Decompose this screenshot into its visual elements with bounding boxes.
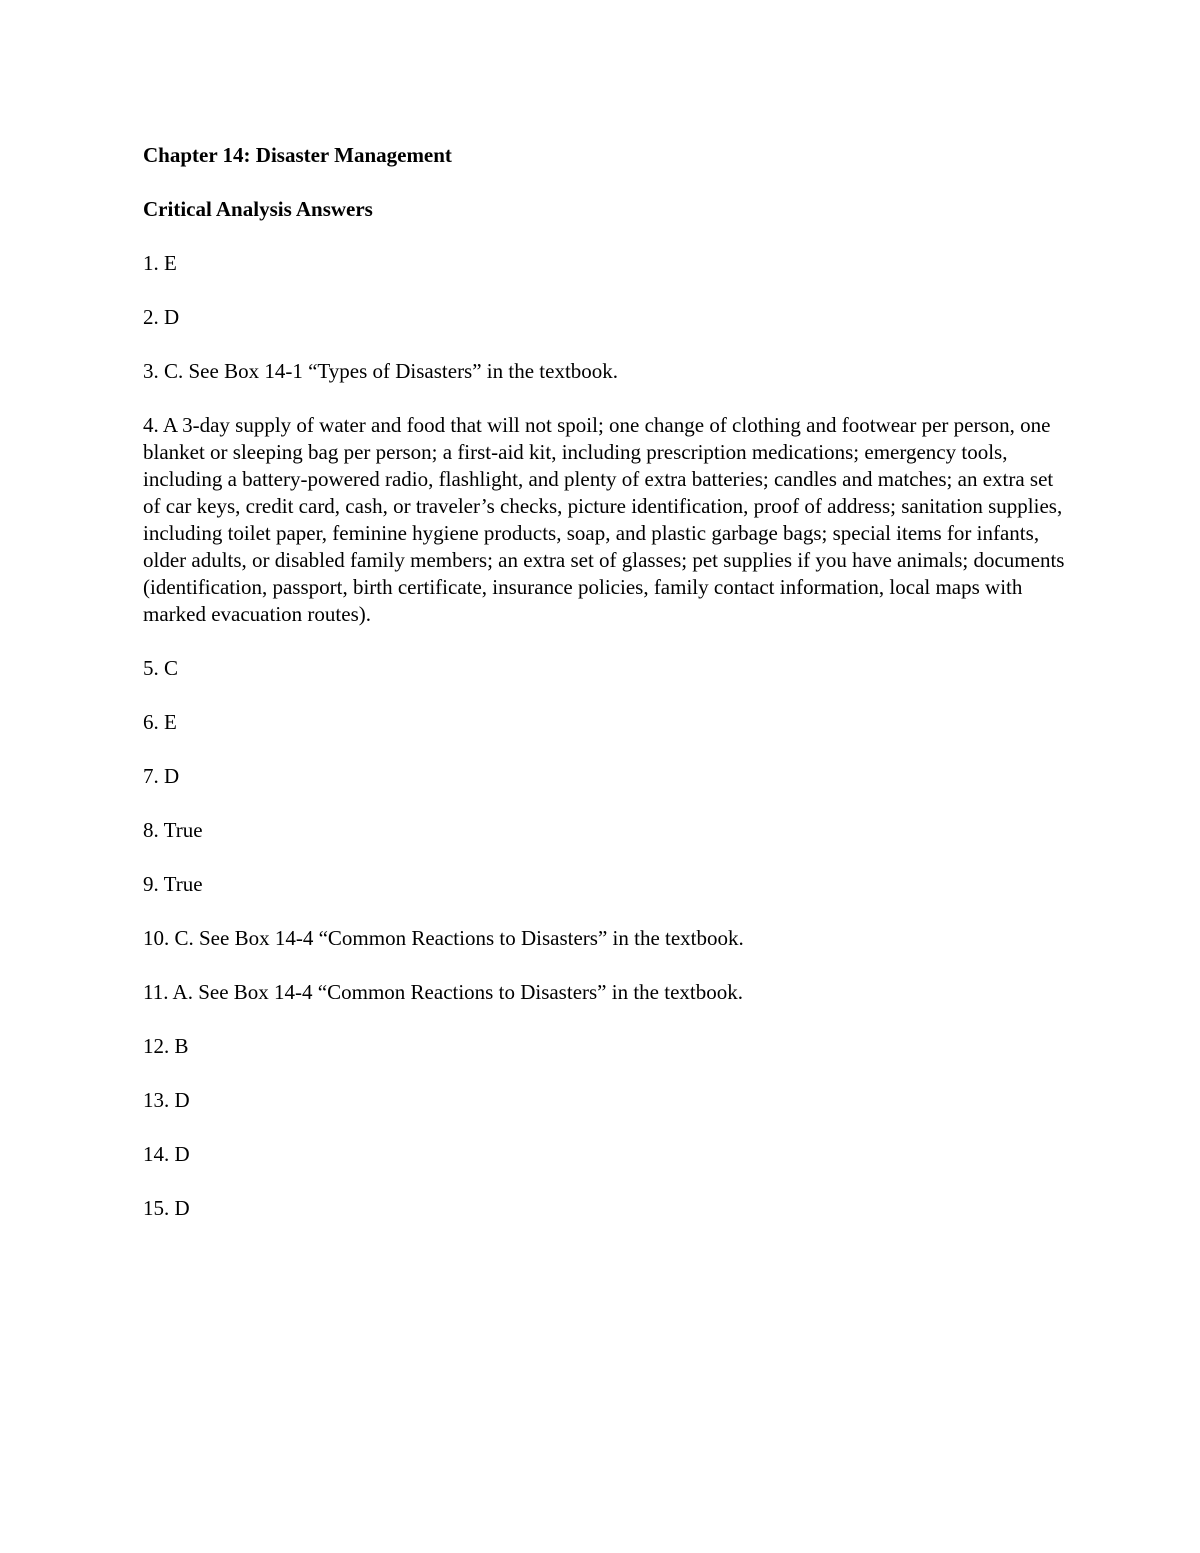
answer-item: 13. D: [143, 1088, 190, 1112]
document-content: [143, 142, 1073, 1249]
answer-item: 15. D: [143, 1196, 190, 1220]
answer-item: 8. True: [143, 818, 203, 842]
answer-item: 3. C. See Box 14-1 “Types of Disasters” in the textbook.: [143, 359, 619, 383]
answer-item: 7. D: [143, 764, 180, 788]
answer-item: 9. True: [143, 872, 203, 896]
answer-item: 1. E: [143, 251, 177, 275]
answer-item: 6. E: [143, 710, 177, 734]
answer-item: 10. C. See Box 14-4 “Common Reactions to Disasters” in the textbook.: [143, 926, 744, 950]
answer-item: 5. C: [143, 656, 179, 680]
section-heading: Critical Analysis Answers: [143, 197, 373, 221]
answer-item: 4. A 3-day supply of water and food that will not spoil; one change of clothing and footwear per person, one blanket or sleeping bag per person; a first-aid kit, including prescription medications; emergency tools, including a battery-powered radio, flashlight, and plenty of extra batteries; candles and matches; an extra set of car keys, credit card, cash, or traveler’s checks, picture identification, proof of address; sanitation supplies, including toilet paper, feminine hygiene products, soap, and plastic garbage bags; special items for infants, older adults, or disabled family members; an extra set of glasses; pet supplies if you have animals; documents (identification, passport, birth certificate, insurance policies, family contact information, local maps with marked evacuation routes).: [143, 413, 1065, 626]
answer-item: 14. D: [143, 1142, 190, 1166]
chapter-title: Chapter 14: Disaster Management: [143, 143, 452, 167]
answer-item: 2. D: [143, 305, 180, 329]
answer-item: 11. A. See Box 14-4 “Common Reactions to Disasters” in the textbook.: [143, 980, 743, 1004]
answer-item: 12. B: [143, 1034, 189, 1058]
